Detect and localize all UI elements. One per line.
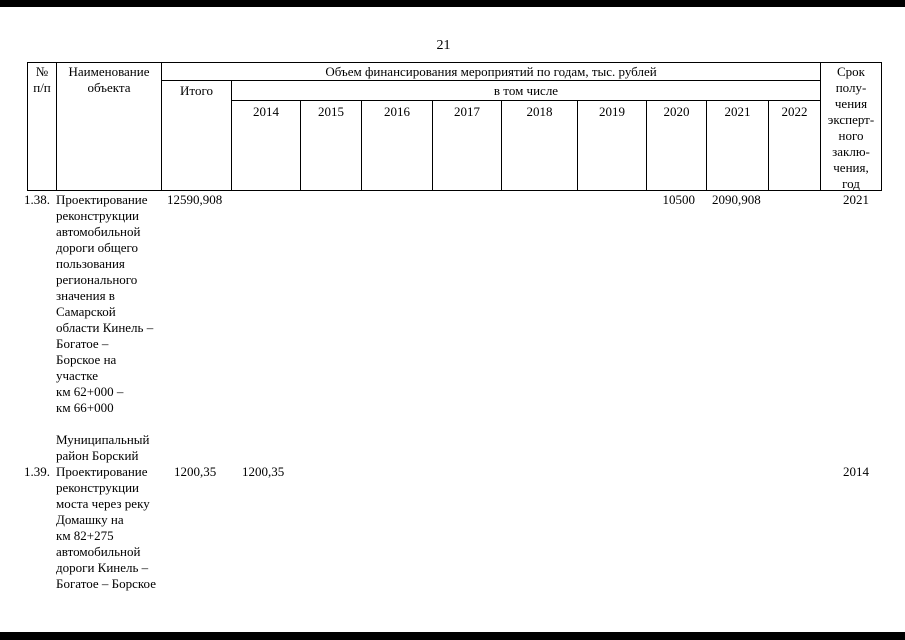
scan-border-top (0, 0, 905, 7)
header-year-label: 2015 (318, 104, 344, 119)
header-total-label: Итого (180, 83, 213, 98)
header-deadline-label: Срок полу- чения эксперт- ного заклю- чения, год (827, 64, 875, 191)
header-year-label: 2017 (454, 104, 480, 119)
header-year-label: 2018 (526, 104, 553, 119)
header-name-label: Наименование объекта (68, 64, 150, 95)
scan-border-bottom (0, 632, 905, 640)
row-object-name: Проектирование реконструкции автомобильной дороги общего пользования регионального значения в Самарской области Кинель – Богатое – Борское на участке км 62+000 – км 66+000 (56, 192, 154, 415)
row-object-name: Проектирование реконструкции моста через реку Домашку на км 82+275 автомобильной дороги Кинель – Богатое – Борское (56, 464, 156, 591)
header-year-label: 2022 (781, 104, 808, 119)
row-year-2020: 10500 (662, 192, 695, 207)
row-deadline: 2014 (843, 464, 869, 479)
section-heading: Муниципальный район Борский (56, 432, 150, 463)
header-year-label: 2021 (724, 104, 751, 119)
row-number: 1.38. (24, 192, 50, 207)
page-number: 21 (436, 38, 451, 53)
row-deadline: 2021 (843, 192, 869, 207)
header-year-label: 2016 (384, 104, 410, 119)
header-including-label: в том числе (493, 83, 559, 98)
row-number: 1.39. (24, 464, 50, 479)
header-no-label: № п/п (33, 64, 51, 95)
header-year-label: 2020 (663, 104, 690, 119)
row-year-2014: 1200,35 (242, 464, 285, 479)
row-year-2021: 2090,908 (712, 192, 761, 207)
row-total: 1200,35 (174, 464, 217, 479)
header-year-label: 2014 (253, 104, 279, 119)
row-total: 12590,908 (167, 192, 223, 207)
header-funding-label: Объем финансирования мероприятий по годам, тыс. рублей (325, 64, 657, 79)
header-year-label: 2019 (599, 104, 625, 119)
